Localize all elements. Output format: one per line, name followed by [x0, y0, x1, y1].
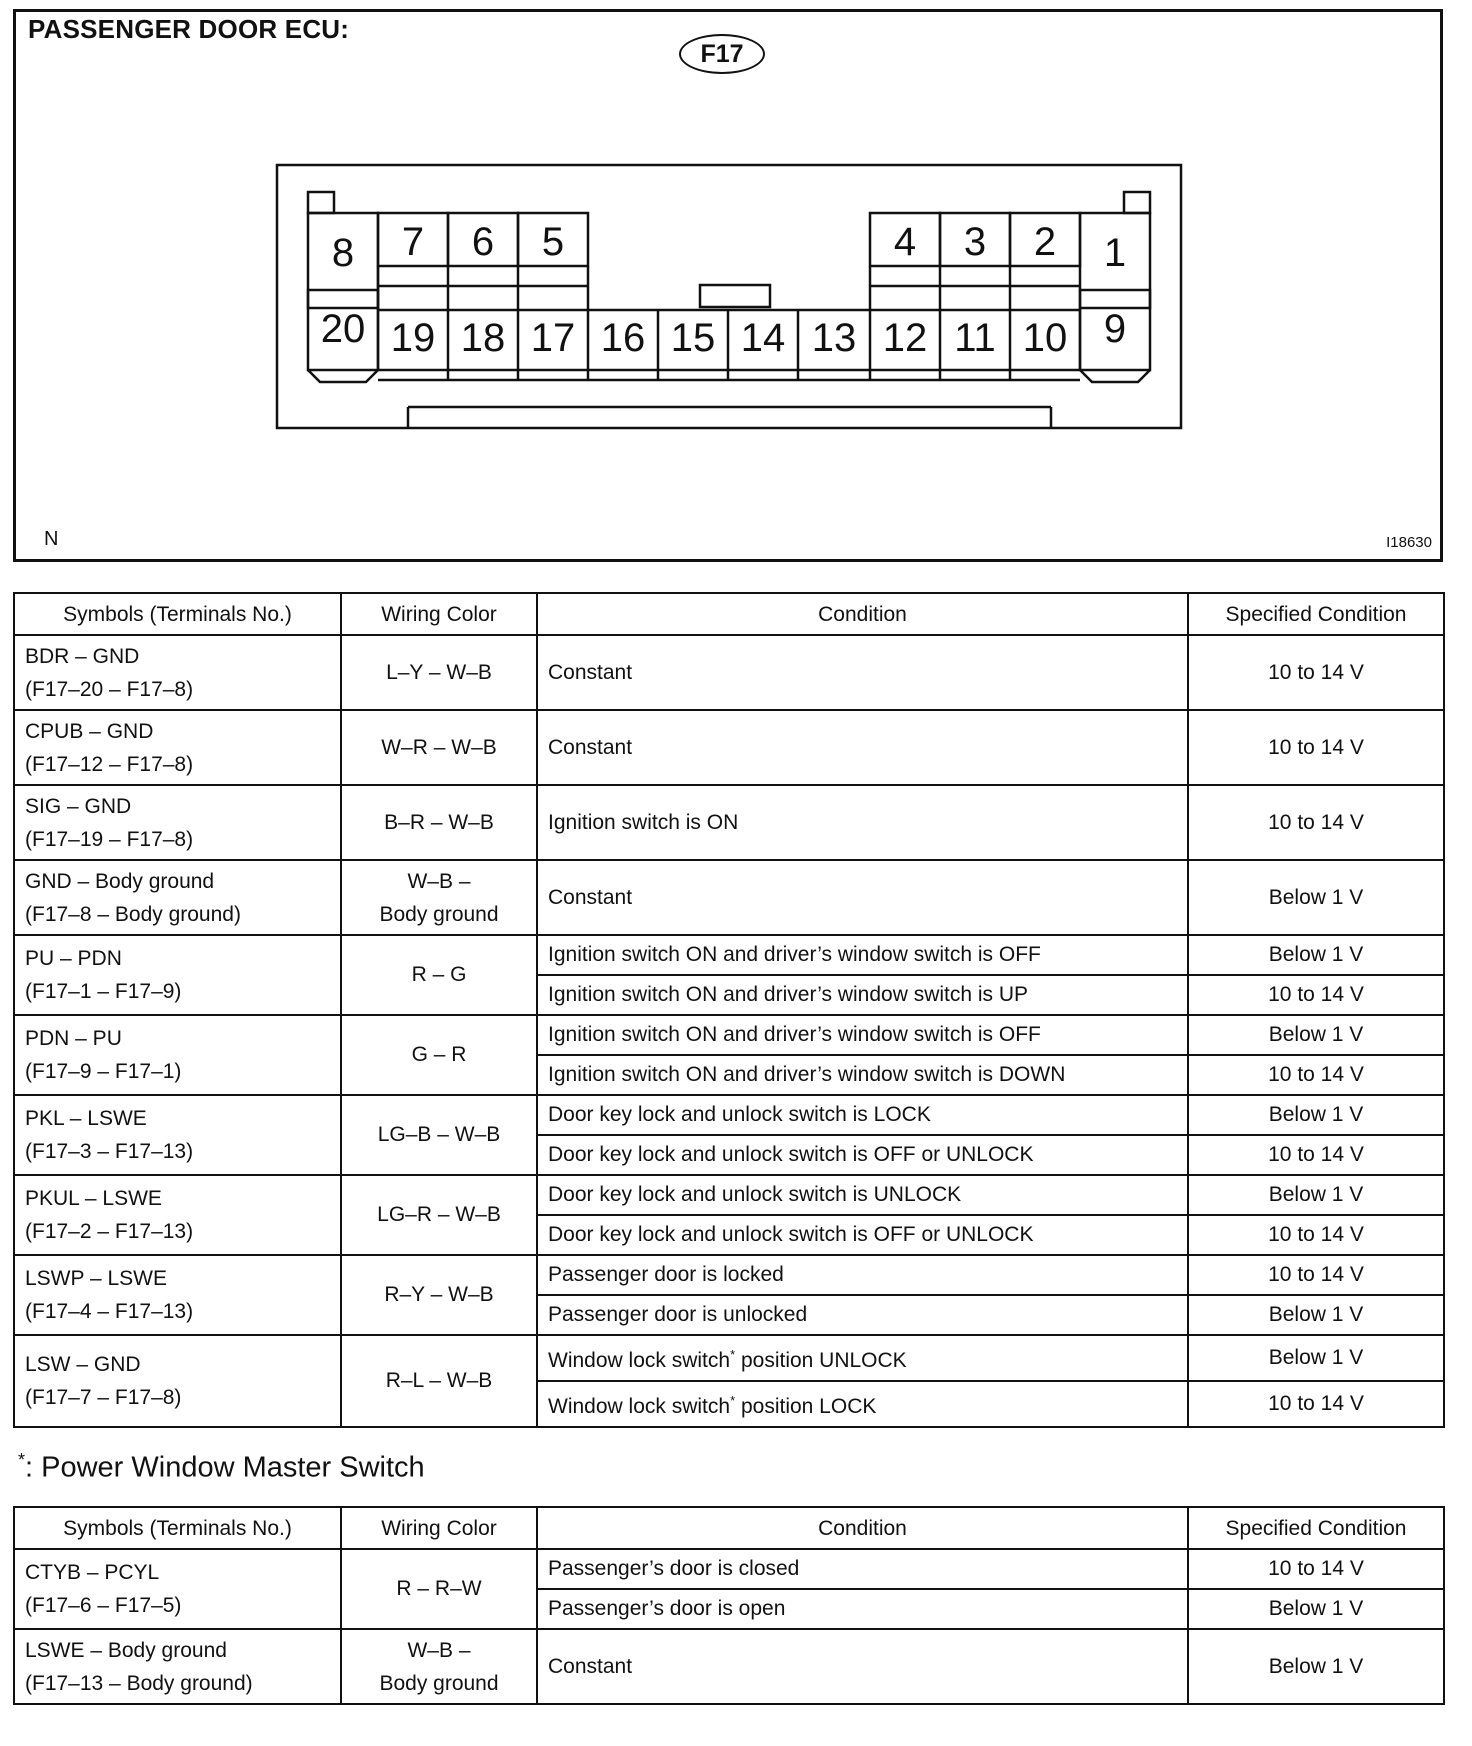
symbol-text: CPUB – GND: [25, 719, 154, 743]
specified-cell: Below 1 V: [1188, 1589, 1444, 1629]
symbol-text: LSWP – LSWE: [25, 1267, 167, 1290]
pin-label-20: 20: [320, 307, 366, 351]
figure-id: I18630: [1386, 534, 1432, 551]
header-specified-condition: Specified Condition: [1188, 1507, 1444, 1549]
connector-code-badge: F17: [679, 34, 765, 74]
specified-cell: Below 1 V: [1188, 935, 1444, 975]
condition-text: position UNLOCK: [735, 1349, 907, 1372]
terminal-spec-table: [13, 592, 1445, 1428]
symbol-cell: [14, 1255, 341, 1335]
symbol-cell: [14, 1335, 341, 1427]
specified-cell: Below 1 V: [1188, 1095, 1444, 1135]
specified-cell: Below 1 V: [1188, 1015, 1444, 1055]
symbol-text: LSW – GND: [25, 1353, 141, 1376]
condition-cell: Door key lock and unlock switch is OFF or UNLOCK: [537, 1135, 1188, 1175]
table-header-row: [14, 593, 1444, 635]
symbol-text: LSWE – Body ground: [25, 1638, 227, 1662]
pin-label-17: 17: [530, 316, 576, 360]
wiring-color-line: W–B –: [407, 1638, 471, 1662]
wiring-color-cell: LG–B – W–B: [341, 1095, 537, 1175]
wiring-color-cell: R – G: [341, 935, 537, 1015]
specified-cell: 10 to 14 V: [1188, 1549, 1444, 1589]
condition-cell: Ignition switch is ON: [537, 785, 1188, 860]
condition-cell: Passenger’s door is open: [537, 1589, 1188, 1629]
symbol-cell: [14, 1175, 341, 1255]
header-specified-condition: Specified Condition: [1188, 593, 1444, 635]
specified-cell: 10 to 14 V: [1188, 1215, 1444, 1255]
table-row: [14, 935, 1444, 975]
pin-label-1: 1: [1103, 231, 1127, 275]
pin-label-13: 13: [811, 316, 857, 360]
condition-cell: Passenger door is locked: [537, 1255, 1188, 1295]
terminal-text: (F17–7 – F17–8): [25, 1386, 182, 1409]
condition-cell: [537, 1335, 1188, 1381]
pin-label-9: 9: [1103, 307, 1127, 351]
footnote-mark: *: [18, 1450, 26, 1470]
symbol-text: PDN – PU: [25, 1027, 122, 1050]
specified-cell: 10 to 14 V: [1188, 1055, 1444, 1095]
pin-label-3: 3: [963, 220, 987, 264]
condition-cell: Passenger door is unlocked: [537, 1295, 1188, 1335]
condition-cell: Constant: [537, 710, 1188, 785]
table-row: [14, 1015, 1444, 1055]
header-symbols: Symbols (Terminals No.): [14, 593, 341, 635]
wiring-color-cell: L–Y – W–B: [341, 635, 537, 710]
wiring-color-line: Body ground: [379, 902, 499, 926]
pin-label-8: 8: [331, 231, 355, 275]
wiring-color-cell: [341, 860, 537, 935]
table-row: [14, 860, 1444, 935]
terminal-text: (F17–2 – F17–13): [25, 1220, 194, 1243]
specified-cell: 10 to 14 V: [1188, 635, 1444, 710]
pin-label-10: 10: [1022, 316, 1068, 360]
specified-cell: 10 to 14 V: [1188, 1381, 1444, 1427]
symbol-cell: [14, 635, 341, 710]
symbol-cell: [14, 710, 341, 785]
wiring-color-cell: B–R – W–B: [341, 785, 537, 860]
terminal-text: (F17–13 – Body ground): [25, 1671, 253, 1695]
specified-cell: 10 to 14 V: [1188, 710, 1444, 785]
symbol-cell: [14, 1095, 341, 1175]
table-row: [14, 1255, 1444, 1295]
wiring-color-cell: [341, 1629, 537, 1704]
terminal-text: (F17–8 – Body ground): [25, 902, 241, 926]
header-condition: Condition: [537, 593, 1188, 635]
condition-cell: Passenger’s door is closed: [537, 1549, 1188, 1589]
wiring-color-cell: LG–R – W–B: [341, 1175, 537, 1255]
pin-label-2: 2: [1033, 220, 1057, 264]
table-row: [14, 1549, 1444, 1589]
specified-cell: Below 1 V: [1188, 1175, 1444, 1215]
condition-cell: Ignition switch ON and driver’s window switch is OFF: [537, 1015, 1188, 1055]
condition-cell: Door key lock and unlock switch is UNLOCK: [537, 1175, 1188, 1215]
condition-cell: Ignition switch ON and driver’s window switch is UP: [537, 975, 1188, 1015]
specified-cell: 10 to 14 V: [1188, 1135, 1444, 1175]
pin-label-19: 19: [390, 316, 436, 360]
footnote-text: : Power Window Master Switch: [25, 1451, 425, 1484]
condition-cell: Constant: [537, 635, 1188, 710]
symbol-text: GND – Body ground: [25, 869, 215, 893]
connector-drawing: [16, 12, 1440, 559]
pin-label-15: 15: [670, 316, 716, 360]
pin-label-7: 7: [401, 220, 425, 264]
header-condition: Condition: [537, 1507, 1188, 1549]
footnote: [18, 1450, 425, 1485]
table-row: [14, 1629, 1444, 1704]
condition-cell: Constant: [537, 860, 1188, 935]
table-header-row: [14, 1507, 1444, 1549]
view-marker: N: [44, 528, 59, 550]
pin-label-12: 12: [882, 316, 928, 360]
pin-label-14: 14: [740, 316, 786, 360]
specified-cell: Below 1 V: [1188, 860, 1444, 935]
wiring-color-cell: R – R–W: [341, 1549, 537, 1629]
wiring-color-cell: R–Y – W–B: [341, 1255, 537, 1335]
symbol-text: BDR – GND: [25, 644, 140, 668]
symbol-text: PKUL – LSWE: [25, 1187, 162, 1210]
symbol-text: SIG – GND: [25, 794, 132, 818]
terminal-spec-table-2: [13, 1506, 1445, 1705]
symbol-cell: [14, 1549, 341, 1629]
pin-label-11: 11: [954, 316, 996, 360]
symbol-cell: [14, 785, 341, 860]
pin-label-5: 5: [541, 220, 565, 264]
condition-text: Window lock switch: [548, 1349, 731, 1372]
wiring-color-line: W–B –: [407, 869, 471, 893]
terminal-text: (F17–6 – F17–5): [25, 1594, 182, 1617]
symbol-text: PU – PDN: [25, 947, 122, 970]
connector-housing: [277, 165, 1181, 428]
specified-cell: 10 to 14 V: [1188, 1255, 1444, 1295]
symbol-cell: [14, 860, 341, 935]
pin-label-6: 6: [471, 220, 495, 264]
symbol-text: PKL – LSWE: [25, 1107, 147, 1130]
specified-cell: Below 1 V: [1188, 1629, 1444, 1704]
footnote-mark: *: [730, 1347, 736, 1362]
wiring-color-line: Body ground: [379, 1671, 499, 1695]
condition-cell: Door key lock and unlock switch is OFF or UNLOCK: [537, 1215, 1188, 1255]
condition-cell: Constant: [537, 1629, 1188, 1704]
specified-cell: Below 1 V: [1188, 1295, 1444, 1335]
terminal-text: (F17–1 – F17–9): [25, 980, 182, 1003]
table-row: [14, 1095, 1444, 1135]
condition-cell: Ignition switch ON and driver’s window switch is OFF: [537, 935, 1188, 975]
table-row: [14, 1175, 1444, 1215]
wiring-color-cell: W–R – W–B: [341, 710, 537, 785]
specified-cell: 10 to 14 V: [1188, 785, 1444, 860]
symbol-cell: [14, 1015, 341, 1095]
terminal-text: (F17–3 – F17–13): [25, 1140, 194, 1163]
diagram-title: PASSENGER DOOR ECU:: [28, 14, 350, 44]
symbol-cell: [14, 935, 341, 1015]
header-wiring-color: Wiring Color: [341, 1507, 537, 1549]
condition-cell: Ignition switch ON and driver’s window switch is DOWN: [537, 1055, 1188, 1095]
connector-diagram-panel: [13, 9, 1443, 562]
table-row: [14, 1335, 1444, 1381]
condition-text: position LOCK: [735, 1395, 877, 1418]
condition-text: Window lock switch: [548, 1395, 731, 1418]
footnote-mark: *: [730, 1393, 736, 1408]
specified-cell: Below 1 V: [1188, 1335, 1444, 1381]
terminal-text: (F17–9 – F17–1): [25, 1060, 182, 1083]
header-wiring-color: Wiring Color: [341, 593, 537, 635]
table-row: [14, 785, 1444, 860]
symbol-text: CTYB – PCYL: [25, 1561, 160, 1584]
terminal-text: (F17–19 – F17–8): [25, 827, 194, 851]
pin-label-16: 16: [600, 316, 646, 360]
terminal-text: (F17–20 – F17–8): [25, 677, 194, 701]
condition-cell: Door key lock and unlock switch is LOCK: [537, 1095, 1188, 1135]
wiring-color-cell: R–L – W–B: [341, 1335, 537, 1427]
pin-label-18: 18: [460, 316, 506, 360]
table-row: [14, 710, 1444, 785]
specified-cell: 10 to 14 V: [1188, 975, 1444, 1015]
header-symbols: Symbols (Terminals No.): [14, 1507, 341, 1549]
symbol-cell: [14, 1629, 341, 1704]
terminal-text: (F17–4 – F17–13): [25, 1300, 194, 1323]
terminal-text: (F17–12 – F17–8): [25, 752, 194, 776]
wiring-color-cell: G – R: [341, 1015, 537, 1095]
condition-cell: [537, 1381, 1188, 1427]
pin-label-4: 4: [893, 220, 917, 264]
table-row: [14, 635, 1444, 710]
